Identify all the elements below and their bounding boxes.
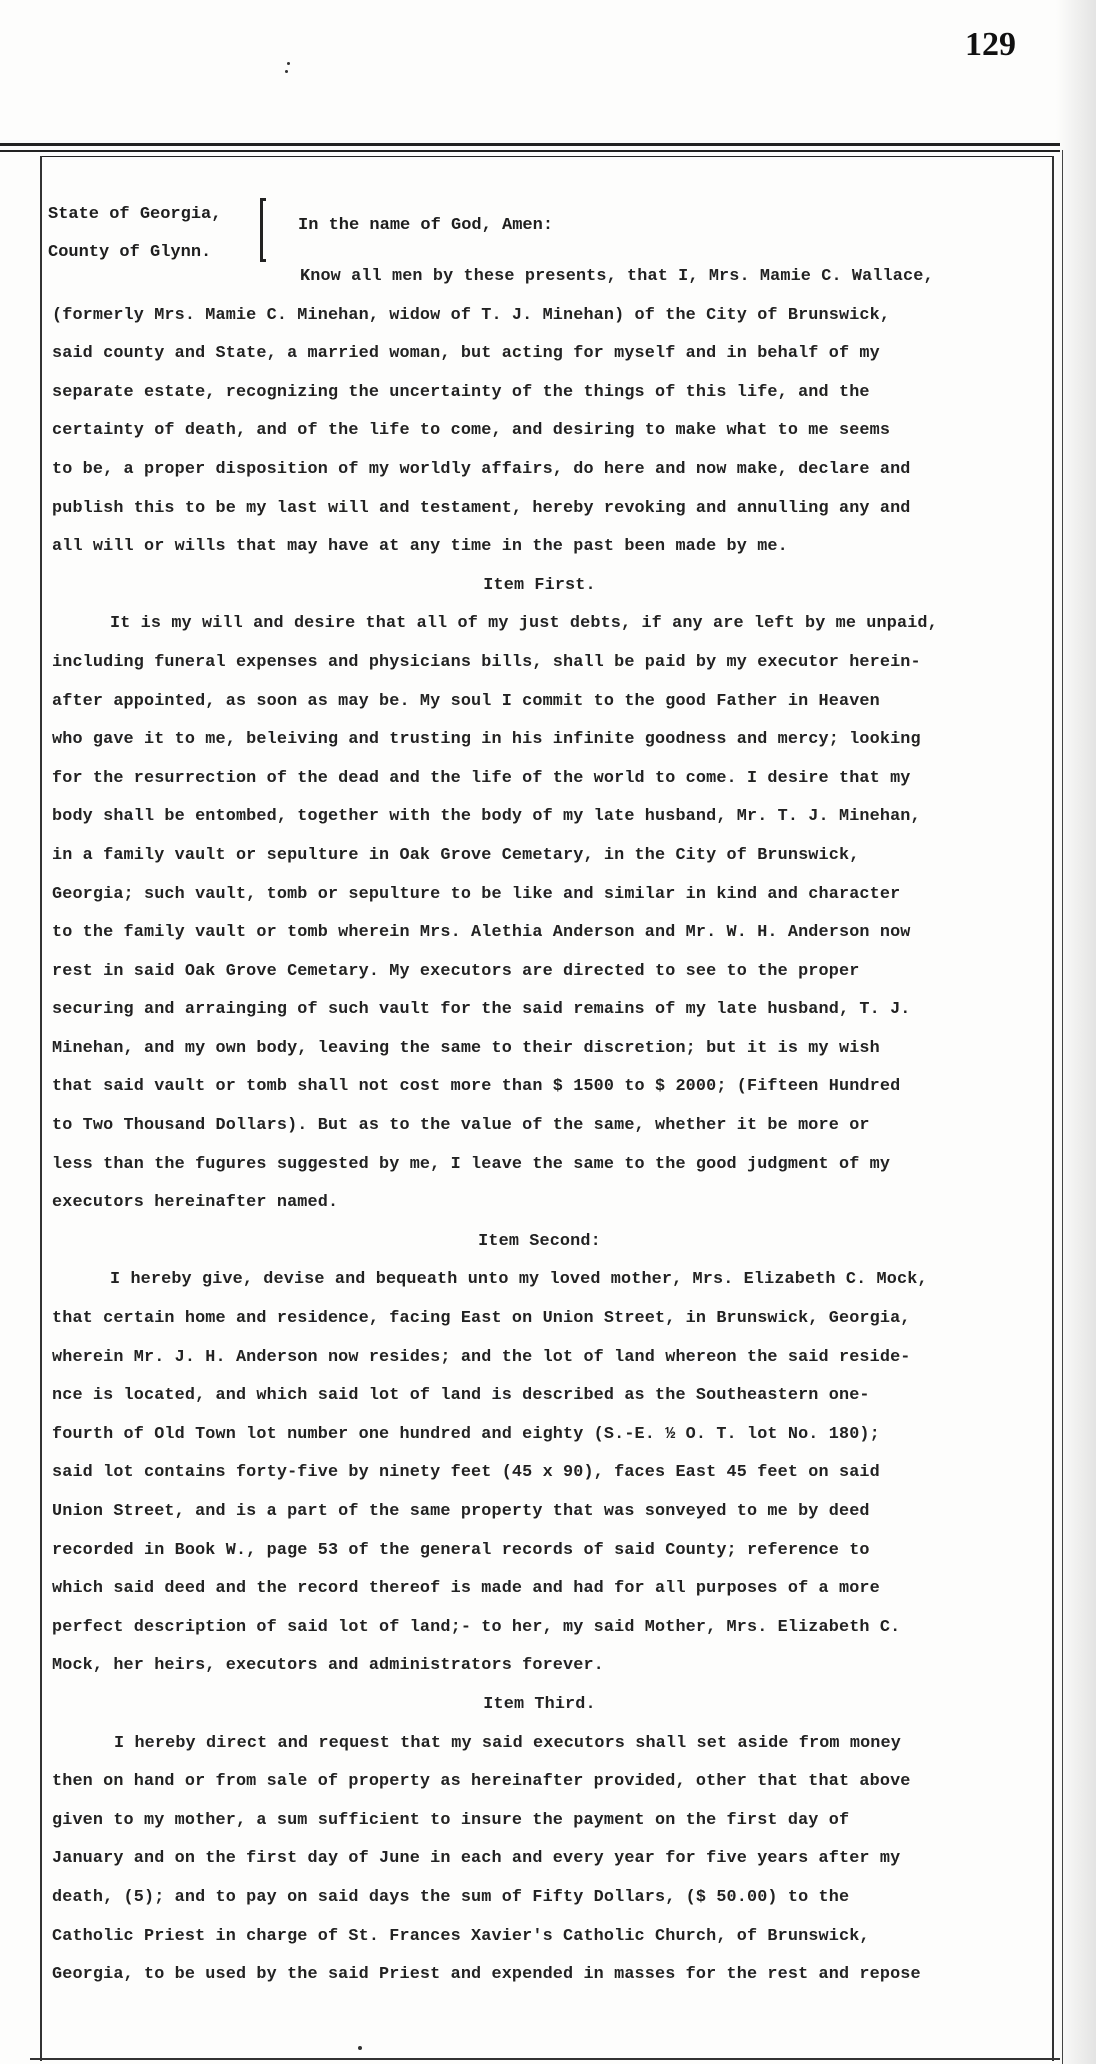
item-third-heading: Item Third.	[483, 1694, 596, 1714]
top-rule-thick	[0, 143, 1060, 146]
item-second-line: perfect description of said lot of land;- to her, my said Mother, Mrs. Elizabeth C.	[52, 1617, 901, 1637]
item-first-heading: Item First.	[483, 575, 596, 595]
item-first-line: to Two Thousand Dollars). But as to the value of the same, whether it be more or	[52, 1116, 870, 1136]
item-first-line: Georgia; such vault, tomb or sepulture to be like and similar in kind and character	[52, 884, 901, 904]
scan-speck	[358, 2046, 362, 2050]
item-third-line: Catholic Priest in charge of St. Frances Xavier's Catholic Church, of Brunswick,	[52, 1926, 870, 1946]
item-second-line: I hereby give, devise and bequeath unto my loved mother, Mrs. Elizabeth C. Mock,	[110, 1270, 928, 1290]
item-first-line: less than the fugures suggested by me, I leave the same to the good judgment of my	[52, 1154, 891, 1174]
item-first-line: to the family vault or tomb wherein Mrs. Alethia Anderson and Mr. W. H. Anderson now	[52, 923, 911, 943]
item-third-line: I hereby direct and request that my said executors shall set aside from money	[114, 1733, 901, 1753]
scan-speck	[287, 62, 290, 65]
preamble-line: said county and State, a married woman, but acting for myself and in behalf of my	[52, 344, 880, 364]
item-first-line: after appointed, as soon as may be. My soul I commit to the good Father in Heaven	[52, 691, 880, 711]
preamble-line: certainty of death, and of the life to come, and desiring to make what to me seems	[52, 421, 891, 441]
item-first-line: executors hereinafter named.	[52, 1193, 339, 1213]
preamble-line: to be, a proper disposition of my worldly affairs, do here and now make, declare and	[52, 459, 911, 479]
item-second-line: said lot contains forty-five by ninety feet (45 x 90), faces East 45 feet on said	[52, 1463, 880, 1483]
item-first-line: It is my will and desire that all of my just debts, if any are left by me unpaid,	[110, 614, 938, 634]
will-body	[52, 258, 1027, 1995]
state-label: State of Georgia,	[48, 205, 222, 224]
item-second-line: recorded in Book W., page 53 of the general records of said County; reference to	[52, 1540, 870, 1560]
invocation: In the name of God, Amen:	[298, 216, 554, 235]
item-third-line: then on hand or from sale of property as hereinafter provided, other that that above	[52, 1772, 911, 1792]
item-first-line: who gave it to me, beleiving and trusting in his infinite goodness and mercy; looking	[52, 730, 921, 750]
item-second-line: Mock, her heirs, executors and administrators forever.	[52, 1656, 604, 1676]
item-first-line: body shall be entombed, together with the body of my late husband, Mr. T. J. Minehan,	[52, 807, 921, 827]
preamble-line: (formerly Mrs. Mamie C. Minehan, widow of T. J. Minehan) of the City of Brunswick,	[52, 305, 891, 325]
item-third-line: January and on the first day of June in each and every year for five years after my	[52, 1849, 901, 1869]
item-third-line: Georgia, to be used by the said Priest and expended in masses for the rest and repose	[52, 1965, 921, 1985]
document-frame-bottom	[30, 2058, 1060, 2060]
page-fold-line	[1062, 150, 1063, 2064]
preamble-line: separate estate, recognizing the uncertainty of the things of this life, and the	[52, 382, 870, 402]
item-first-line: Minehan, and my own body, leaving the same to their discretion; but it is my wish	[52, 1038, 880, 1058]
item-second-line: Union Street, and is a part of the same property that was sonveyed to me by deed	[52, 1502, 870, 1521]
item-third-line: given to my mother, a sum sufficient to insure the payment on the first day of	[52, 1810, 850, 1830]
page-number: 129	[965, 26, 1016, 63]
item-second-line: that certain home and residence, facing East on Union Street, in Brunswick, Georgia,	[52, 1309, 911, 1329]
item-second-heading: Item Second:	[478, 1231, 601, 1251]
item-first-line: for the resurrection of the dead and the life of the world to come. I desire that my	[52, 768, 911, 788]
item-second-line: nce is located, and which said lot of land is described as the Southeastern one-	[52, 1386, 870, 1406]
preamble-line: publish this to be my last will and testament, hereby revoking and annulling any and	[52, 498, 911, 518]
jurisdiction-bracket	[260, 198, 269, 262]
county-label: County of Glynn.	[48, 243, 212, 262]
item-second-line: fourth of Old Town lot number one hundred and eighty (S.-E. ½ O. T. lot No. 180);	[52, 1424, 880, 1444]
top-rule-thin	[0, 150, 1060, 152]
item-first-line: in a family vault or sepulture in Oak Grove Cemetary, in the City of Brunswick,	[52, 845, 860, 865]
item-second-line: wherein Mr. J. H. Anderson now resides; and the lot of land whereon the said reside-	[52, 1347, 911, 1367]
preamble-line: Know all men by these presents, that I, Mrs. Mamie C. Wallace,	[300, 267, 934, 286]
item-second-line: which said deed and the record thereof is made and had for all purposes of a more	[52, 1579, 880, 1599]
item-third-line: death, (5); and to pay on said days the sum of Fifty Dollars, ($ 50.00) to the	[52, 1887, 850, 1907]
preamble-line: all will or wills that may have at any time in the past been made by me.	[52, 537, 788, 557]
scan-speck	[285, 70, 288, 73]
item-first-line: securing and arrainging of such vault for the said remains of my late husband, T. J.	[52, 1000, 911, 1020]
item-first-line: that said vault or tomb shall not cost more than $ 1500 to $ 2000; (Fifteen Hundred	[52, 1077, 901, 1097]
item-first-line: rest in said Oak Grove Cemetary. My executors are directed to see to the proper	[52, 961, 860, 981]
item-first-line: including funeral expenses and physicians bills, shall be paid by my executor herein-	[52, 652, 921, 672]
